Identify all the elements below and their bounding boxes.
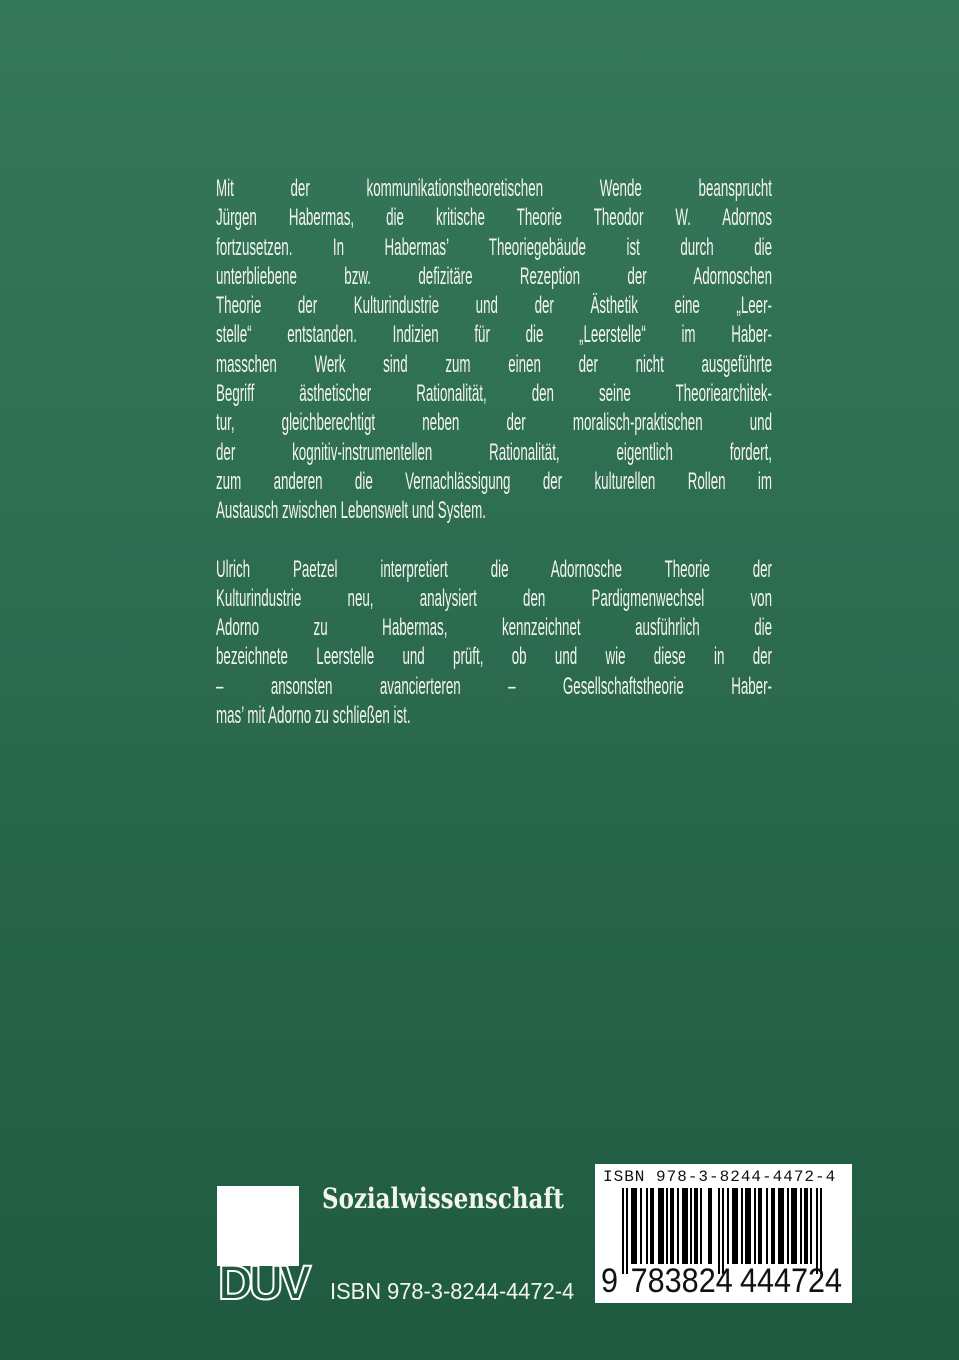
blurb-line: unterbliebene bzw. defizitäre Rezeption der Adornoschen <box>216 262 772 290</box>
barcode-isbn-text: ISBN 978-3-8244-4472-4 <box>603 1168 837 1186</box>
barcode-digits <box>601 1264 842 1298</box>
blurb-line: – ansonsten avancierteren – Gesellschaftstheorie Haber- <box>216 672 772 700</box>
blurb-line: Theorie der Kulturindustrie und der Ästhetik eine „Leer- <box>216 292 772 320</box>
barcode-group-1: 783824 <box>630 1262 733 1300</box>
barcode-lead-digit: 9 <box>601 1262 619 1300</box>
blurb-line: Austausch zwischen Lebenswelt und System. <box>216 497 486 525</box>
duv-logo-square <box>217 1186 299 1266</box>
blurb-line: Ulrich Paetzel interpretiert die Adornosche Theorie der <box>216 555 772 583</box>
blurb-line: tur, gleichberechtigt neben der moralisch-praktischen und <box>216 409 772 437</box>
blurb-line: Adorno zu Habermas, kennzeichnet ausführlich die <box>216 614 772 642</box>
isbn-barcode <box>595 1164 852 1303</box>
series-title: Sozialwissenschaft <box>322 1182 564 1215</box>
blurb-line: Mit der kommunikationstheoretischen Wende beansprucht <box>216 175 772 202</box>
isbn-label: ISBN 978-3-8244-4472-4 <box>330 1278 575 1304</box>
blurb-line: fortzusetzen. In Habermas’ Theoriegebäude ist durch die <box>216 233 772 261</box>
blurb-line: Kulturindustrie neu, analysiert den Pardigmenwechsel von <box>216 584 772 612</box>
blurb-line: bezeichnete Leerstelle und prüft, ob und wie diese in der <box>216 643 772 671</box>
blurb-line: zum anderen die Vernachlässigung der kulturellen Rollen im <box>216 467 772 495</box>
barcode-group-2: 444724 <box>739 1262 843 1300</box>
blurb-line: masschen Werk sind zum einen der nicht ausgeführte <box>216 350 772 378</box>
back-cover-blurb <box>216 174 772 730</box>
blurb-line: Begriff ästhetischer Rationalität, den seine Theoriearchitek- <box>216 380 772 408</box>
blurb-line: stelle“ entstanden. Indizien für die „Leerstelle“ im Haber- <box>216 321 772 349</box>
blurb-line: Jürgen Habermas, die kritische Theorie Theodor W. Adornos <box>216 204 772 232</box>
blurb-paragraph-2 <box>216 555 772 731</box>
blurb-line: der kognitiv-instrumentellen Rationalität, eigentlich fordert, <box>216 438 772 466</box>
duv-logo-text: DUV <box>218 1257 308 1310</box>
blurb-line: mas’ mit Adorno zu schließen ist. <box>216 702 411 730</box>
blurb-paragraph-1 <box>216 174 772 526</box>
